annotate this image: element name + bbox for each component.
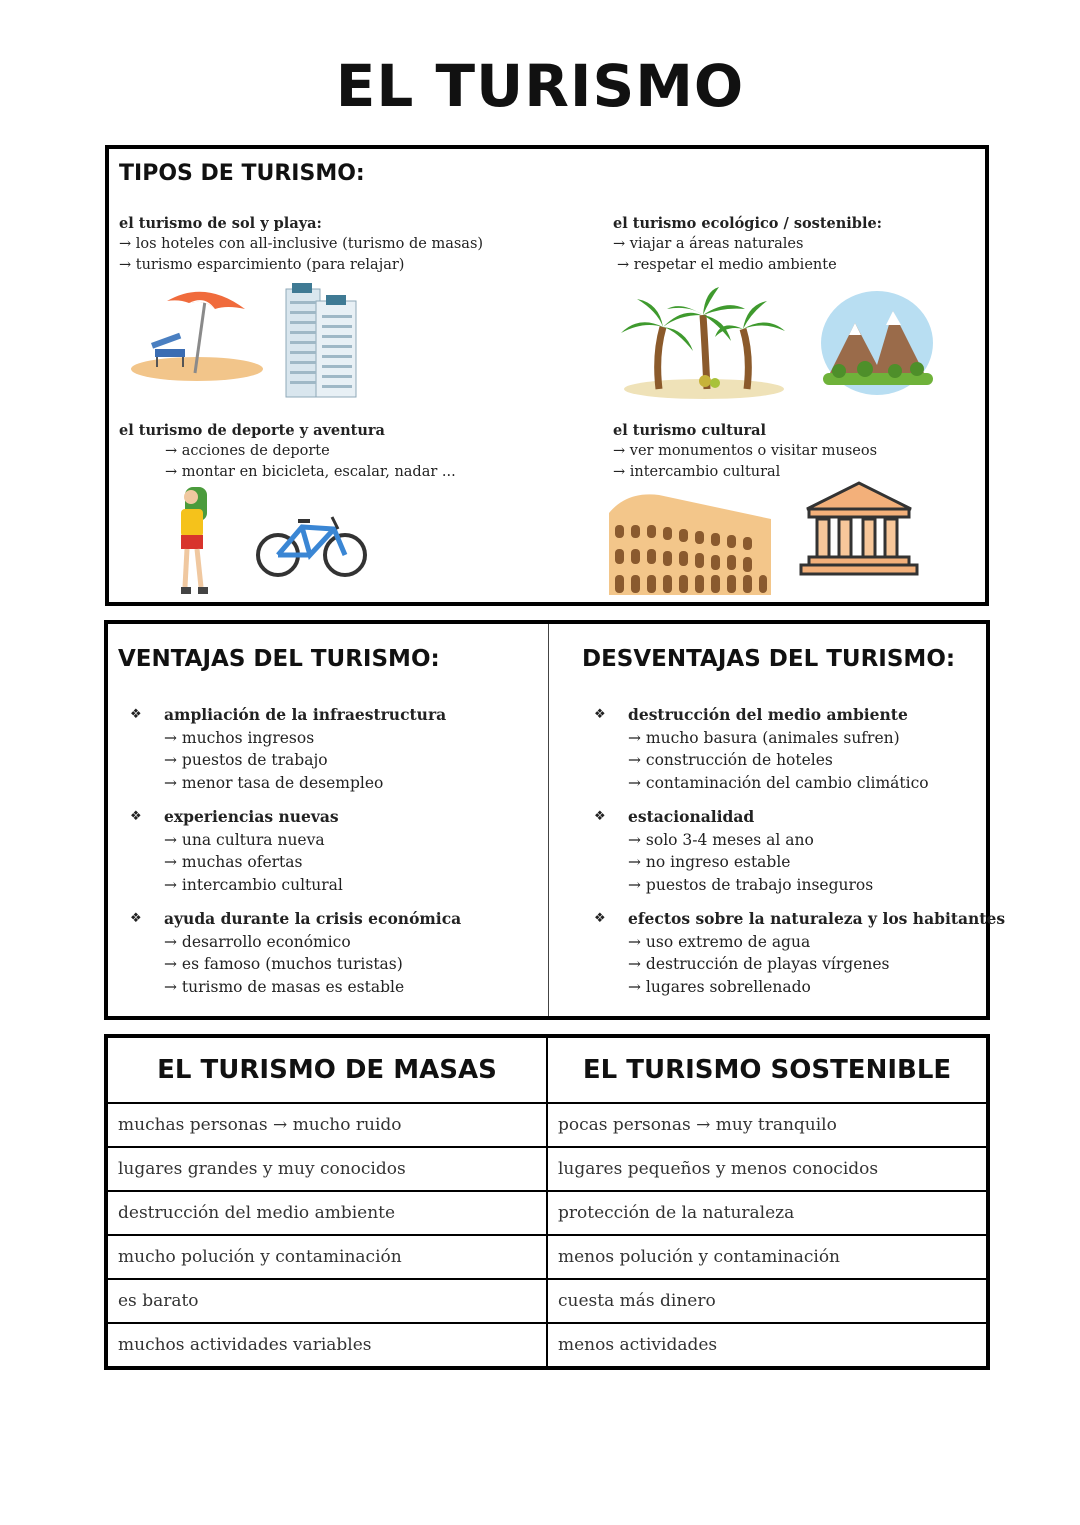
colosseum-icon [607, 489, 775, 599]
table-cell: protección de la naturaleza [547, 1191, 988, 1235]
type-line: → montar en bicicleta, escalar, nadar ... [165, 464, 456, 480]
item-head: ampliación de la infraestructura [164, 705, 447, 724]
table-cell: lugares pequeños y menos conocidos [547, 1147, 988, 1191]
palm-trees-icon [619, 285, 789, 401]
item-line: → puestos de trabajo [164, 751, 328, 769]
type-name: el turismo ecológico / sostenible: [613, 215, 883, 232]
table-cell: menos actividades [547, 1323, 988, 1368]
desventajas-heading: DESVENTAJAS DEL TURISMO: [582, 646, 956, 672]
ventajas-desventajas-box [104, 620, 1006, 1020]
list-item [116, 806, 461, 896]
bicycle-icon [254, 507, 369, 579]
table-header-row [106, 1036, 988, 1103]
page-title: EL TURISMO [335, 52, 745, 120]
item-line: → menor tasa de desempleo [164, 773, 384, 792]
item-head: destrucción del medio ambiente [628, 705, 908, 724]
hiker-icon [171, 483, 215, 601]
item-line: → muchos ingresos [164, 728, 315, 747]
ventajas-heading: VENTAJAS DEL TURISMO: [118, 646, 440, 672]
table-cell: muchos actividades variables [106, 1323, 547, 1368]
table-cell: cuesta más dinero [547, 1279, 988, 1323]
item-head: efectos sobre la naturaleza y los habitantes [628, 909, 1006, 928]
item-line: → solo 3-4 meses al ano [628, 830, 814, 849]
type-name: el turismo cultural [613, 422, 767, 439]
table-cell: muchas personas → mucho ruido [106, 1103, 547, 1147]
table-cell: destrucción del medio ambiente [106, 1191, 547, 1235]
temple-icon [799, 479, 923, 579]
type-line: → turismo esparcimiento (para relajar) [119, 257, 405, 273]
item-line: → una cultura nueva [164, 830, 325, 849]
tipos-de-turismo-box [105, 145, 989, 606]
table-row [106, 1103, 988, 1147]
column-divider [548, 624, 549, 1016]
item-line: → mucho basura (animales sufren) [628, 728, 900, 747]
item-line: → es famoso (muchos turistas) [164, 955, 403, 973]
table-row [106, 1147, 988, 1191]
item-head: estacionalidad [628, 807, 755, 826]
beach-umbrella-icon [127, 283, 267, 383]
type-line: → ver monumentos o visitar museos [613, 443, 878, 459]
item-line: → destrucción de playas vírgenes [628, 955, 890, 973]
table-cell: lugares grandes y muy conocidos [106, 1147, 547, 1191]
ventajas-list [116, 704, 461, 1010]
item-line: → desarrollo económico [164, 932, 351, 951]
item-line: → contaminación del cambio climático [628, 773, 929, 792]
type-line: → intercambio cultural [613, 464, 781, 480]
diamond-bullet-icon: ❖ [594, 707, 606, 722]
type-name: el turismo de sol y playa: [119, 215, 322, 232]
type-line: → respetar el medio ambiente [617, 257, 837, 273]
header-masas: EL TURISMO DE MASAS [106, 1036, 547, 1103]
item-line: → lugares sobrellenado [628, 977, 811, 996]
tipos-heading: TIPOS DE TURISMO: [119, 161, 365, 186]
diamond-bullet-icon: ❖ [594, 911, 606, 926]
type-name: el turismo de deporte y aventura [119, 422, 385, 439]
table-row [106, 1279, 988, 1323]
table-cell: es barato [106, 1279, 547, 1323]
table-row [106, 1323, 988, 1368]
mountains-icon [815, 289, 939, 397]
item-line: → intercambio cultural [164, 875, 343, 894]
item-head: ayuda durante la crisis económica [164, 909, 462, 928]
comparison-table [104, 1034, 990, 1370]
item-line: → puestos de trabajo inseguros [628, 875, 874, 894]
item-line: → construcción de hoteles [628, 751, 833, 769]
diamond-bullet-icon: ❖ [130, 911, 142, 926]
list-item [580, 908, 1005, 998]
type-cultural [613, 420, 877, 483]
item-line: → uso extremo de agua [628, 932, 811, 951]
type-ecologico [613, 213, 882, 276]
item-line: → turismo de masas es estable [164, 977, 405, 996]
hotel-building-icon [282, 279, 362, 401]
table-row [106, 1235, 988, 1279]
list-item [580, 806, 1005, 896]
type-line: → los hoteles con all-inclusive (turismo de masas) [119, 236, 484, 252]
list-item [580, 704, 1005, 794]
type-line: → acciones de deporte [165, 443, 330, 459]
list-item [116, 704, 461, 794]
diamond-bullet-icon: ❖ [130, 809, 142, 824]
list-item [116, 908, 461, 998]
table-cell: pocas personas → muy tranquilo [547, 1103, 988, 1147]
item-line: → muchas ofertas [164, 853, 303, 871]
header-sostenible: EL TURISMO SOSTENIBLE [547, 1036, 988, 1103]
item-head: experiencias nuevas [164, 807, 339, 826]
type-deporte [119, 420, 456, 483]
diamond-bullet-icon: ❖ [594, 809, 606, 824]
item-line: → no ingreso estable [628, 853, 791, 871]
diamond-bullet-icon: ❖ [130, 707, 142, 722]
table-cell: menos polución y contaminación [547, 1235, 988, 1279]
type-line: → viajar a áreas naturales [613, 236, 804, 252]
type-sol-playa [119, 213, 483, 276]
table-cell: mucho polución y contaminación [106, 1235, 547, 1279]
table-row [106, 1191, 988, 1235]
desventajas-list [580, 704, 1005, 1010]
